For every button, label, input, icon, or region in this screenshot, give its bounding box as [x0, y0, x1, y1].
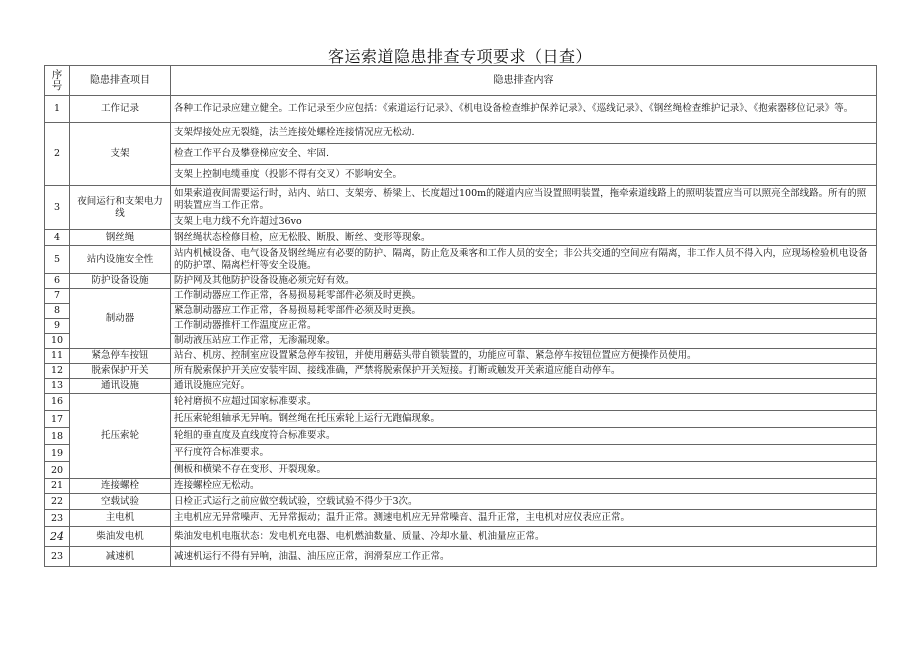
- table-row: [45, 349, 877, 364]
- row-content: 站台、机房、控制室应设置紧急停车按钮，并使用蘑菇头带自锁装置的，功能应可靠、紧急停车按钮位置应方便操作员使用。: [171, 349, 877, 364]
- row-content: 紧急制动器应工作正常，各易损易耗零部件必须及时更换。: [171, 304, 877, 319]
- row-item: 脱索保护开关: [70, 364, 171, 379]
- row-no: 23: [45, 510, 70, 527]
- row-item: 制动器: [70, 289, 171, 349]
- row-no: 11: [45, 349, 70, 364]
- row-item: 钢丝绳: [70, 230, 171, 246]
- table-row: [45, 246, 877, 274]
- row-no: 16: [45, 394, 70, 411]
- row-no: 9: [45, 319, 70, 334]
- row-no: 1: [45, 96, 70, 123]
- row-content: 连接螺栓应无松动。: [171, 479, 877, 494]
- row-no: 10: [45, 334, 70, 349]
- row-no: 6: [45, 274, 70, 289]
- row-content: 钢丝绳状态检修目检，应无松股、断股、断丝、变形等现象。: [171, 230, 877, 246]
- table-row: [45, 479, 877, 494]
- row-content: 支架上电力线不允许超过36vo: [171, 214, 877, 230]
- row-no: 24: [45, 527, 70, 547]
- row-item: 柴油发电机: [70, 527, 171, 547]
- table-row: [45, 230, 877, 246]
- row-no: 17: [45, 411, 70, 428]
- row-no: 21: [45, 479, 70, 494]
- row-content: 支架上控制电缆垂度（投影不得有交叉）不影响安全。: [171, 165, 877, 186]
- document-title: 客运索道隐患排查专项要求（日查）: [327, 47, 592, 66]
- row-item: 托压索轮: [70, 394, 171, 479]
- row-content: 日检正式运行之前应做空载试验，空载试验不得少于3次。: [171, 494, 877, 510]
- row-no: 7: [45, 289, 70, 304]
- row-item: 工作记录: [70, 96, 171, 123]
- row-item: 减速机: [70, 547, 171, 567]
- row-no: 13: [45, 379, 70, 394]
- row-content: 如果索道夜间需要运行时，站内、站口、支架旁、桥梁上、长度超过100m的隧道内应当设置照明装置，拖牵索道线路上的照明装置应当可以照亮全部线路。所有的照明装置应当工作正常。: [171, 186, 877, 214]
- table-row: [45, 274, 877, 289]
- table-row: [45, 123, 877, 144]
- row-item: 紧急停车按钮: [70, 349, 171, 364]
- row-no: 3: [45, 186, 70, 230]
- row-no: 19: [45, 445, 70, 462]
- row-content: 托压索轮组轴承无异响。钢丝绳在托压索轮上运行无跑偏现象。: [171, 411, 877, 428]
- row-content: 检查工作平台及攀登梯应安全、牢固.: [171, 144, 877, 165]
- table-row: [45, 547, 877, 567]
- row-content: 工作制动器推杆工作温度应正常。: [171, 319, 877, 334]
- table-row: [45, 96, 877, 123]
- table-row: [45, 364, 877, 379]
- row-item: 防护设备设施: [70, 274, 171, 289]
- row-content: 站内机械设备、电气设备及钢丝绳应有必要的防护、隔离，防止危及乘客和工作人员的安全；非公共交通的空间应有隔离，非工作人员不得入内，应现场检验机电设备的防护罩、隔离栏杆等安全设施。: [171, 246, 877, 274]
- header-item: 隐患排查项目: [70, 66, 171, 96]
- header-no-label: 序号: [51, 68, 63, 92]
- row-content: 主电机应无异常噪声、无异常振动；温升正常。测速电机应无异常噪音、温升正常，主电机对应仪表应正常。: [171, 510, 877, 527]
- row-item: 站内设施安全性: [70, 246, 171, 274]
- row-item: 支架: [70, 123, 171, 186]
- row-content: 工作制动器应工作正常，各易损易耗零部件必须及时更换。: [171, 289, 877, 304]
- row-no: 4: [45, 230, 70, 246]
- row-item: 通讯设施: [70, 379, 171, 394]
- row-content: 通讯设施应完好。: [171, 379, 877, 394]
- table-row: [45, 186, 877, 214]
- row-item: 空载试验: [70, 494, 171, 510]
- row-no: 8: [45, 304, 70, 319]
- table-row: [45, 527, 877, 547]
- row-item: 夜间运行和支架电力线: [70, 186, 171, 230]
- row-content: 支架焊接处应无裂缝，法兰连接处螺栓连接情况应无松动.: [171, 123, 877, 144]
- row-item: 主电机: [70, 510, 171, 527]
- table-header-row: [45, 66, 877, 96]
- row-content: 柴油发电机电瓶状态：发电机充电器、电机燃油数量、质量、冷却水量、机油量应正常。: [171, 527, 877, 547]
- table-row: [45, 394, 877, 411]
- table-row: [45, 510, 877, 527]
- row-no: 18: [45, 428, 70, 445]
- row-no: 5: [45, 246, 70, 274]
- row-content: 防护网及其他防护设备设施必须完好有效。: [171, 274, 877, 289]
- row-no: 22: [45, 494, 70, 510]
- row-content: 减速机运行不得有异响，油温、油压应正常，润滑泵应工作正常。: [171, 547, 877, 567]
- row-content: 侧板和横梁不存在变形、开裂现象。: [171, 462, 877, 479]
- row-content: 平行度符合标准要求。: [171, 445, 877, 462]
- table-row: [45, 289, 877, 304]
- header-content: 隐患排查内容: [171, 66, 877, 96]
- row-content: 轮衬磨损不应超过国家标准要求。: [171, 394, 877, 411]
- row-no: 2: [45, 123, 70, 186]
- inspection-table: [44, 65, 877, 567]
- header-no: [45, 66, 70, 96]
- row-no: 12: [45, 364, 70, 379]
- row-content: 轮组的垂直度及直线度符合标准要求。: [171, 428, 877, 445]
- row-content: 制动液压站应工作正常，无渗漏现象。: [171, 334, 877, 349]
- row-content: 所有脱索保护开关应安装牢固、接线准确，严禁将脱索保护开关短接。打断或触发开关索道应能自动停车。: [171, 364, 877, 379]
- row-item: 连接螺栓: [70, 479, 171, 494]
- row-content: 各种工作记录应建立健全。工作记录至少应包括：《索道运行记录》、《机电设备检查维护保养记录》、《巡线记录》、《钢丝绳检查维护记录》、《抱索器移位记录》等。: [171, 96, 877, 123]
- table-row: [45, 379, 877, 394]
- table-row: [45, 494, 877, 510]
- row-no: 20: [45, 462, 70, 479]
- row-no: 23: [45, 547, 70, 567]
